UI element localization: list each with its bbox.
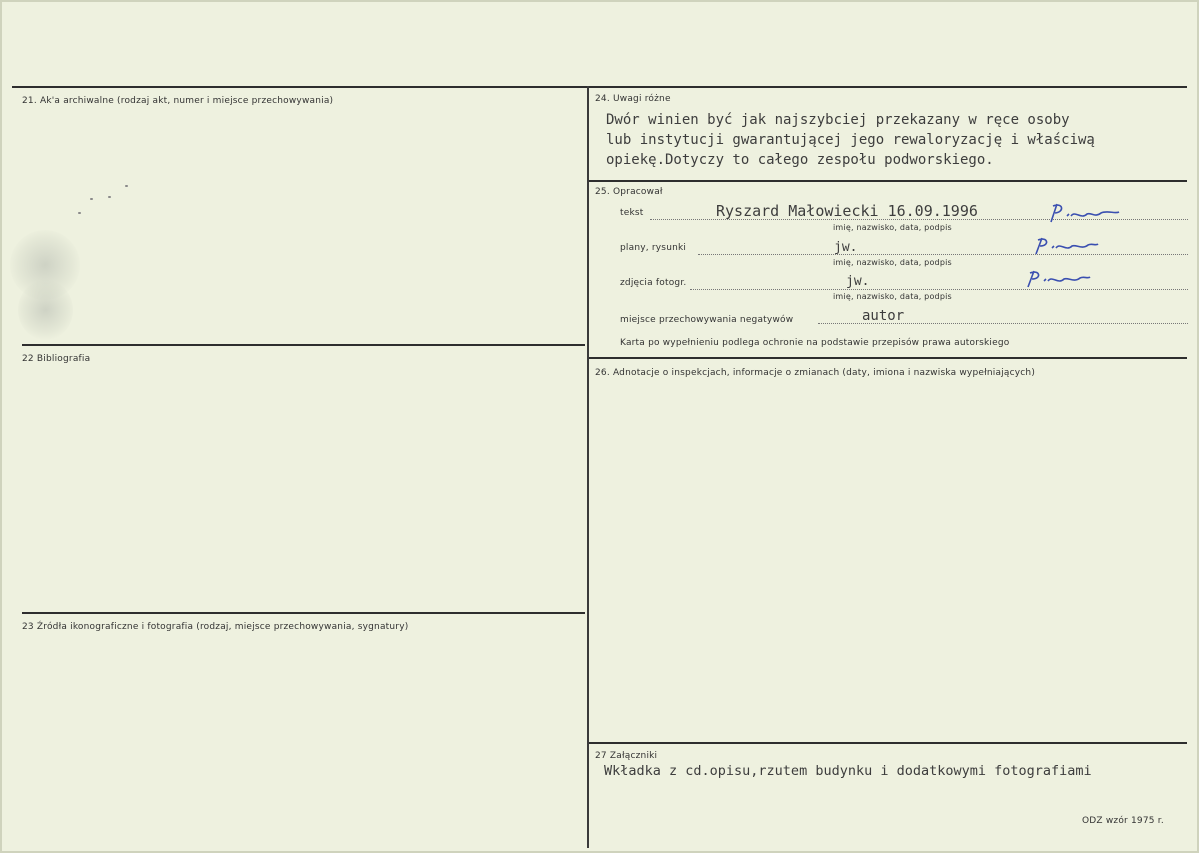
speck — [108, 196, 111, 198]
divider-24-25 — [589, 180, 1187, 182]
author-plans-caption: imię, nazwisko, data, podpis — [833, 258, 952, 267]
top-rule — [12, 86, 1187, 88]
author-text-field-label: tekst — [620, 208, 644, 218]
divider-21-22 — [22, 344, 585, 346]
center-divider — [587, 86, 589, 848]
author-plans-field-label: plany, rysunki — [620, 243, 687, 253]
copyright-note: Karta po wypełnieniu podlega ochronie na podstawie przepisów prawa autorskiego — [620, 338, 1010, 348]
attachments-value: Wkładka z cd.opisu,rzutem budynku i dodatkowymi fotografiami — [604, 763, 1092, 779]
author-plans-value: jw. — [834, 240, 858, 255]
author-photos-value: jw. — [846, 274, 870, 289]
negatives-label: miejsce przechowywania negatywów — [620, 315, 794, 325]
section-21-label: 21. Ak'a archiwalne (rodzaj akt, numer i miejsce przechowywania) — [22, 96, 334, 106]
signature-mark-icon — [1030, 234, 1102, 258]
divider-22-23 — [22, 612, 585, 614]
section-22-label: 22 Bibliografia — [22, 354, 91, 364]
author-text-caption: imię, nazwisko, data, podpis — [833, 223, 952, 232]
section-27-label: 27 Załączniki — [595, 751, 658, 761]
stain — [18, 280, 73, 340]
section-23-label: 23 Źródła ikonograficzne i fotografia (rodzaj, miejsce przechowywania, sygnatury) — [22, 622, 409, 632]
remarks-line-1: Dwór winien być jak najszybciej przekazany w ręce osoby — [606, 112, 1070, 128]
divider-26-27 — [589, 742, 1187, 744]
signature-mark-icon — [1045, 200, 1125, 226]
author-text-value: Ryszard Małowiecki 16.09.1996 — [716, 202, 978, 220]
author-photos-caption: imię, nazwisko, data, podpis — [833, 292, 952, 301]
section-26-label: 26. Adnotacje o inspekcjach, informacje o zmianach (daty, imiona i nazwiska wypełniających) — [595, 368, 1036, 378]
form-code: ODZ wzór 1975 r. — [1082, 816, 1164, 826]
author-plans-dotline — [698, 254, 1188, 255]
section-25-label: 25. Opracował — [595, 187, 663, 197]
remarks-line-2: lub instytucji gwarantującej jego rewaloryzację i właściwą — [606, 132, 1095, 148]
author-photos-dotline — [690, 289, 1188, 290]
negatives-value: autor — [862, 308, 905, 324]
speck — [125, 185, 128, 187]
remarks-line-3: opiekę.Dotyczy to całego zespołu podworskiego. — [606, 152, 994, 168]
section-24-label: 24. Uwagi różne — [595, 94, 671, 104]
divider-25-26 — [589, 357, 1187, 359]
speck — [78, 212, 81, 214]
signature-mark-icon — [1022, 267, 1094, 291]
author-photos-field-label: zdjęcia fotogr. — [620, 278, 687, 288]
speck — [90, 198, 93, 200]
